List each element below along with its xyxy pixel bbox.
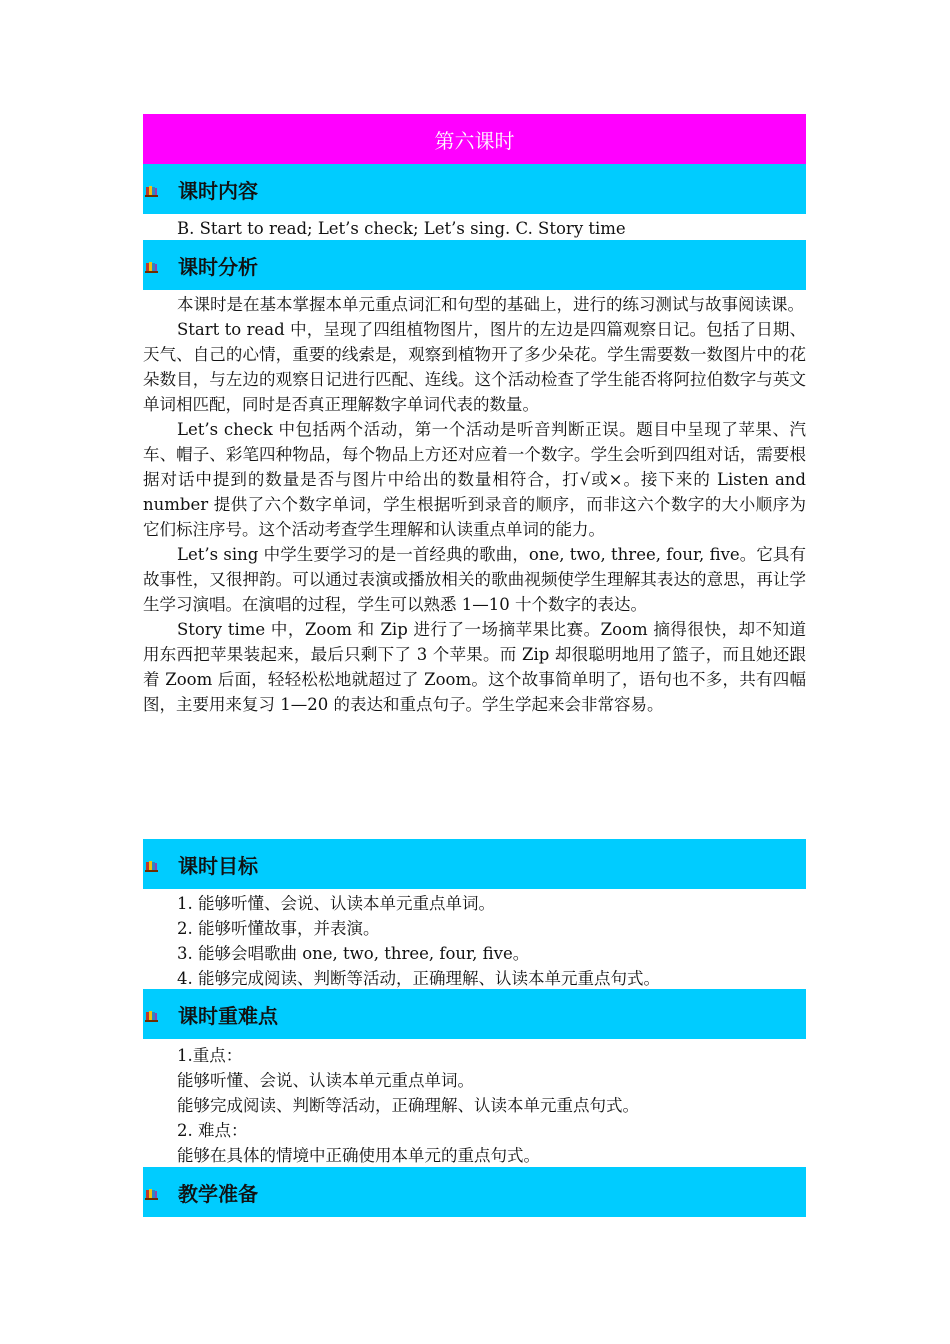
- goal-item: 3. 能够会唱歌曲 one, two, three, four, five。: [177, 944, 530, 963]
- key-point-line: 能够听懂、会说、认读本单元重点单词。: [177, 1071, 474, 1090]
- analysis-paragraph: Let’s sing 中学生要学习的是一首经典的歌曲，one, two, three, four, five。它具有故事性，又很押韵。可以通过表演或播放相关的歌曲视频使学生理解其表达的意思，再让学生学习演唱。在演唱的过程，学生可以熟悉 1—10 十个数字的表达。: [143, 545, 806, 614]
- section-heading: 课时重难点: [178, 1003, 278, 1028]
- analysis-paragraph: 本课时是在基本掌握本单元重点词汇和句型的基础上，进行的练习测试与故事阅读课。: [177, 295, 804, 314]
- section-heading: 课时分析: [178, 254, 258, 279]
- key-point-line: 1.重点：: [177, 1046, 243, 1065]
- lesson-title-bar: [143, 114, 806, 164]
- section-heading: 教学准备: [178, 1181, 258, 1206]
- book-icon: [145, 859, 159, 873]
- document-page: [143, 114, 806, 1217]
- analysis-paragraph: Start to read 中，呈现了四组植物图片，图片的左边是四篇观察日记。包括了日期、天气、自己的心情，重要的线索是，观察到植物开了多少朵花。学生需要数一数图片中的花朵数目，与左边的观察日记进行匹配、连线。这个活动检查了学生能否将阿拉伯数字与英文单词相匹配，同时是否真正理解数字单词代表的数量。: [143, 320, 806, 414]
- section-header-preparation: [143, 1167, 806, 1217]
- analysis-paragraph: Let’s check 中包括两个活动，第一个活动是听音判断正误。题目中呈现了苹果、汽车、帽子、彩笔四种物品，每个物品上方还对应着一个数字。学生会听到四组对话，需要根据对话中提到的数量是否与图片中给出的数量相符合，打√或×。接下来的 Listen and number 提供了六个数字单词，学生根据听到录音的顺序，而非这六个数字的大小顺序为它们标注序号。这个活动考查学生理解和认读重点单词的能力。: [143, 420, 806, 539]
- goals-list: [143, 889, 806, 989]
- book-icon: [145, 184, 159, 198]
- content-text: B. Start to read; Let’s check; Let’s sing. C. Story time: [177, 219, 626, 238]
- section-header-key-points: [143, 989, 806, 1039]
- key-points-body: [143, 1039, 806, 1167]
- book-icon: [145, 1187, 159, 1201]
- key-point-line: 能够完成阅读、判断等活动，正确理解、认读本单元重点句式。: [177, 1096, 639, 1115]
- book-icon: [145, 1009, 159, 1023]
- section-header-goals: [143, 839, 806, 889]
- goal-item: 2. 能够听懂故事，并表演。: [177, 919, 380, 938]
- section-header-content: [143, 164, 806, 214]
- goal-item: 4. 能够完成阅读、判断等活动，正确理解、认读本单元重点句式。: [177, 969, 660, 988]
- key-point-line: 2. 难点：: [177, 1121, 248, 1140]
- section-header-analysis: [143, 240, 806, 290]
- lesson-title: 第六课时: [434, 128, 515, 153]
- goal-item: 1. 能够听懂、会说、认读本单元重点单词。: [177, 894, 495, 913]
- section-heading: 课时内容: [178, 178, 258, 203]
- book-icon: [145, 260, 159, 274]
- analysis-paragraph: Story time 中，Zoom 和 Zip 进行了一场摘苹果比赛。Zoom 摘得很快，却不知道用东西把苹果装起来，最后只剩下了 3 个苹果。而 Zip 却很聪明地用了篮子，而且她还跟着 Zoom 后面，轻轻松松地就超过了 Zoom。这个故事简单明了，语句也不多，共有四幅图，主要用来复习 1—20 的表达和重点句子。学生学起来会非常容易。: [143, 620, 806, 714]
- section-heading: 课时目标: [178, 853, 258, 878]
- key-point-line: 能够在具体的情境中正确使用本单元的重点句式。: [177, 1146, 540, 1165]
- analysis-body: [143, 290, 806, 839]
